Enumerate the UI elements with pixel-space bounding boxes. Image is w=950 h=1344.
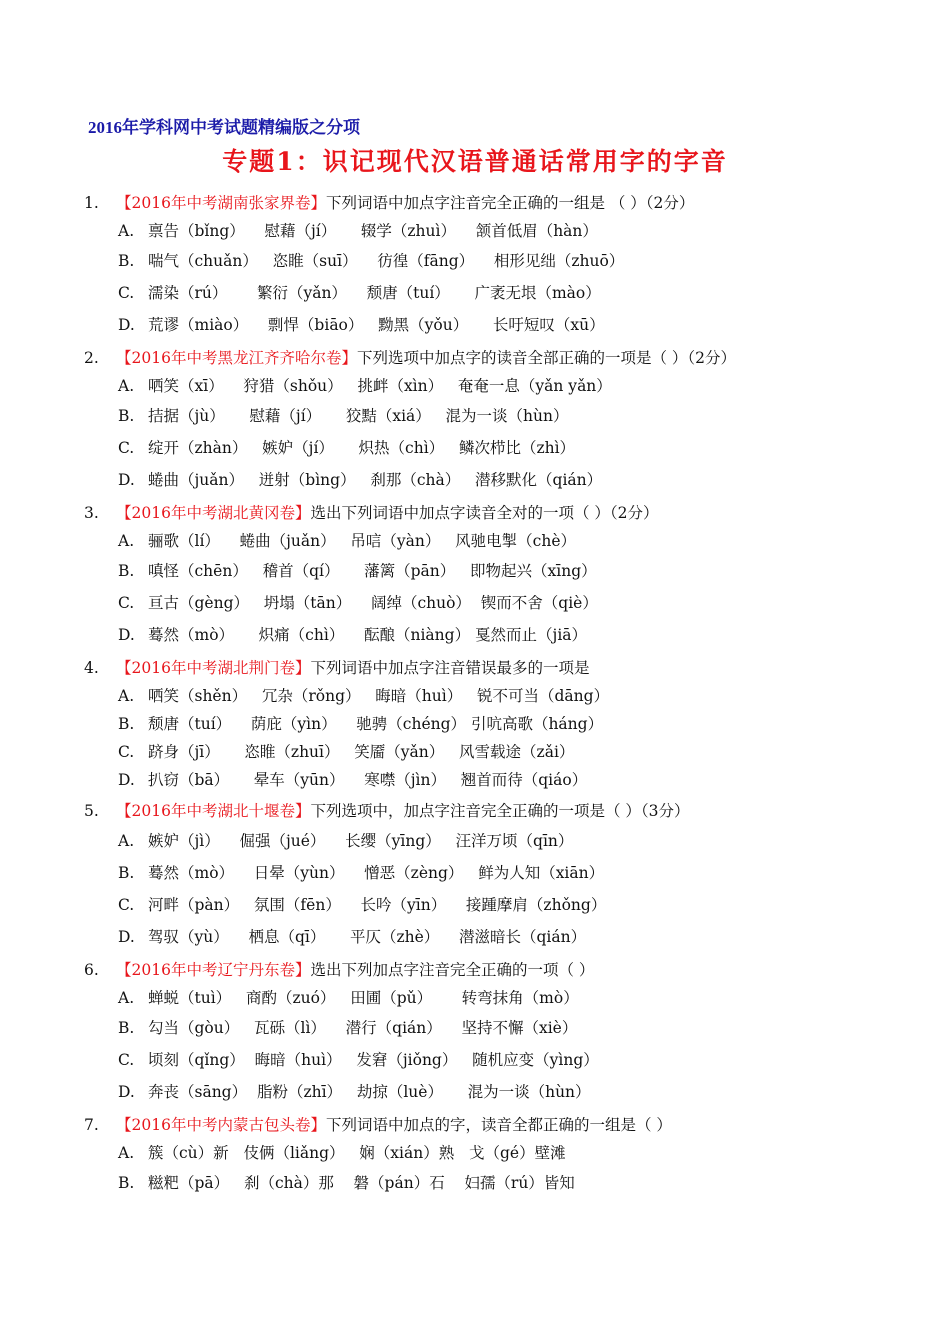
- question-source: 【2016年中考内蒙古包头卷】: [116, 1116, 326, 1134]
- question-source: 【2016年中考辽宁丹东卷】: [116, 961, 311, 979]
- question-source: 【2016年中考湖北十堰卷】: [116, 802, 311, 820]
- option-text: 糍粑（pā） 刹（chà）那 磐（pán）石 妇孺（rú）皆知: [148, 1174, 575, 1192]
- option-b: B. 嗔怪（chēn） 稽首（qí） 藩篱（pān） 即物起兴（xīng）: [118, 562, 597, 580]
- option-text: 跻身（jī） 恣睢（zhuī） 笑靥（yǎn） 风雪载途（zǎi）: [148, 743, 575, 761]
- question-number: 6.: [84, 961, 99, 979]
- option-a: A. 哂笑（xī） 狩猎（shǒu） 挑衅（xìn） 奄奄一息（yǎn yǎn）: [118, 377, 612, 395]
- option-b: B. 勾当（gòu） 瓦砾（lì） 潜行（qián） 坚持不懈（xiè）: [118, 1019, 578, 1037]
- question-list: [84, 189, 914, 1202]
- option-c: C. 亘古（gèng） 坍塌（tān） 阔绰（chuò） 锲而不舍（qiè）: [118, 594, 598, 612]
- option-text: 濡染（rú） 繁衍（yǎn） 颓唐（tuí） 广袤无垠（mào）: [148, 284, 601, 302]
- question-number: 2.: [84, 349, 99, 367]
- question-stem: [84, 956, 914, 984]
- question-3: [84, 499, 914, 651]
- question-text: 下列词语中加点字注音完全正确的一组是 （ ）（2分）: [325, 194, 695, 212]
- option-text: 颓唐（tuí） 荫庇（yìn） 驰骋（chéng） 引吭高歌（háng）: [148, 715, 604, 733]
- option-text: 顷刻（qǐng） 晦暗（huì） 发窘（jiǒng） 随机应变（yìng）: [148, 1051, 599, 1069]
- question-number: 7.: [84, 1116, 99, 1134]
- question-stem: [84, 654, 914, 682]
- question-7: [84, 1111, 914, 1199]
- option-text: 哂笑（shěn） 冗杂（rǒng） 晦暗（huì） 锐不可当（dāng）: [148, 687, 610, 705]
- question-stem: [84, 499, 914, 527]
- option-text: 河畔（pàn） 氛围（fēn） 长吟（yīn） 接踵摩肩（zhǒng）: [148, 896, 607, 914]
- option-b: B. 蓦然（mò） 日晕（yùn） 憎恶（zèng） 鲜为人知（xiān）: [118, 864, 605, 882]
- option-a: A. 嫉妒（jì） 倔强（jué） 长缨（yīng） 汪洋万顷（qīn）: [118, 832, 574, 850]
- option-b: B. 喘气（chuǎn） 恣睢（suī） 彷徨（fāng） 相形见绌（zhuō）: [118, 252, 625, 270]
- option-b: B. 糍粑（pā） 刹（chà）那 磐（pán）石 妇孺（rú）皆知: [118, 1174, 575, 1192]
- option-text: 奔丧（sāng） 脂粉（zhī） 劫掠（luè） 混为一谈（hùn）: [148, 1083, 591, 1101]
- option-a: A. 簇（cù）新 伎俩（liǎng） 娴（xián）熟 戈（gé）壁滩: [118, 1144, 566, 1162]
- question-stem: [84, 344, 914, 372]
- question-text: 下列词语中加点的字，读音全都正确的一组是（ ）: [325, 1116, 672, 1134]
- question-stem: [84, 1111, 914, 1139]
- question-number: 3.: [84, 504, 99, 522]
- option-d: D. 驾驭（yù） 栖息（qī） 平仄（zhè） 潜滋暗长（qián）: [118, 928, 587, 946]
- question-6: [84, 956, 914, 1108]
- option-text: 喘气（chuǎn） 恣睢（suī） 彷徨（fāng） 相形见绌（zhuō）: [148, 252, 625, 270]
- option-c: C. 跻身（jī） 恣睢（zhuī） 笑靥（yǎn） 风雪载途（zǎi）: [118, 743, 575, 761]
- option-c: C. 濡染（rú） 繁衍（yǎn） 颓唐（tuí） 广袤无垠（mào）: [118, 284, 601, 302]
- option-text: 绽开（zhàn） 嫉妒（jí） 炽热（chì） 鳞次栉比（zhì）: [148, 439, 576, 457]
- question-1: [84, 189, 914, 341]
- option-text: 骊歌（lí） 蜷曲（juǎn） 吊唁（yàn） 风驰电掣（chè）: [148, 532, 577, 550]
- option-text: 蝉蜕（tuì） 商酌（zuó） 田圃（pǔ） 转弯抹角（mò）: [148, 989, 579, 1007]
- option-text: 荒谬（miào） 剽悍（biāo） 黝黑（yǒu） 长吁短叹（xū）: [148, 316, 605, 334]
- question-source: 【2016年中考黑龙江齐齐哈尔卷】: [116, 349, 357, 367]
- option-text: 嗔怪（chēn） 稽首（qí） 藩篱（pān） 即物起兴（xīng）: [148, 562, 597, 580]
- question-number: 4.: [84, 659, 99, 677]
- question-source: 【2016年中考湖南张家界卷】: [116, 194, 326, 212]
- option-b: B. 拮据（jù） 慰藉（jí） 狡黠（xiá） 混为一谈（hùn）: [118, 407, 569, 425]
- option-a: A. 禀告（bǐng） 慰藉（jí） 辍学（zhuì） 颔首低眉（hàn）: [118, 222, 598, 240]
- option-a: A. 骊歌（lí） 蜷曲（juǎn） 吊唁（yàn） 风驰电掣（chè）: [118, 532, 577, 550]
- option-c: C. 河畔（pàn） 氛围（fēn） 长吟（yīn） 接踵摩肩（zhǒng）: [118, 896, 607, 914]
- option-d: D. 扒窃（bā） 晕车（yūn） 寒噤（jìn） 翘首而待（qiáo）: [118, 771, 588, 789]
- question-text: 选出下列词语中加点字读音全对的一项（ ）（2分）: [310, 504, 659, 522]
- option-text: 蓦然（mò） 炽痛（chì） 酝酿（niàng） 戛然而止（jiā）: [148, 626, 588, 644]
- question-number: 1.: [84, 194, 99, 212]
- option-text: 蜷曲（juǎn） 迸射（bìng） 刹那（chà） 潜移默化（qián）: [148, 471, 603, 489]
- option-c: C. 顷刻（qǐng） 晦暗（huì） 发窘（jiǒng） 随机应变（yìng）: [118, 1051, 599, 1069]
- option-text: 哂笑（xī） 狩猎（shǒu） 挑衅（xìn） 奄奄一息（yǎn yǎn）: [148, 377, 612, 395]
- question-4: [84, 654, 914, 794]
- option-c: C. 绽开（zhàn） 嫉妒（jí） 炽热（chì） 鳞次栉比（zhì）: [118, 439, 576, 457]
- question-text: 选出下列加点字注音完全正确的一项（ ）: [310, 961, 595, 979]
- option-text: 扒窃（bā） 晕车（yūn） 寒噤（jìn） 翘首而待（qiáo）: [148, 771, 588, 789]
- question-source: 【2016年中考湖北黄冈卷】: [116, 504, 311, 522]
- option-text: 亘古（gèng） 坍塌（tān） 阔绰（chuò） 锲而不舍（qiè）: [148, 594, 598, 612]
- option-text: 驾驭（yù） 栖息（qī） 平仄（zhè） 潜滋暗长（qián）: [148, 928, 587, 946]
- question-2: [84, 344, 914, 496]
- option-d: D. 蜷曲（juǎn） 迸射（bìng） 刹那（chà） 潜移默化（qián）: [118, 471, 603, 489]
- option-text: 蓦然（mò） 日晕（yùn） 憎恶（zèng） 鲜为人知（xiān）: [148, 864, 605, 882]
- option-text: 簇（cù）新 伎俩（liǎng） 娴（xián）熟 戈（gé）壁滩: [148, 1144, 566, 1162]
- question-text: 下列选项中加点字的读音全部正确的一项是（ ）（2分）: [356, 349, 736, 367]
- page-title: 专题1：识记现代汉语普通话常用字的字音: [222, 147, 728, 176]
- option-a: A. 蝉蜕（tuì） 商酌（zuó） 田圃（pǔ） 转弯抹角（mò）: [118, 989, 579, 1007]
- option-d: D. 荒谬（miào） 剽悍（biāo） 黝黑（yǒu） 长吁短叹（xū）: [118, 316, 605, 334]
- series-heading: 2016年学科网中考试题精编版之分项: [88, 118, 360, 137]
- question-text: 下列词语中加点字注音错误最多的一项是: [310, 659, 590, 677]
- option-text: 拮据（jù） 慰藉（jí） 狡黠（xiá） 混为一谈（hùn）: [148, 407, 569, 425]
- option-text: 勾当（gòu） 瓦砾（lì） 潜行（qián） 坚持不懈（xiè）: [148, 1019, 578, 1037]
- option-text: 嫉妒（jì） 倔强（jué） 长缨（yīng） 汪洋万顷（qīn）: [148, 832, 574, 850]
- question-text: 下列选项中，加点字注音完全正确的一项是（ ）（3分）: [310, 802, 690, 820]
- option-b: B. 颓唐（tuí） 荫庇（yìn） 驰骋（chéng） 引吭高歌（háng）: [118, 715, 604, 733]
- option-d: D. 蓦然（mò） 炽痛（chì） 酝酿（niàng） 戛然而止（jiā）: [118, 626, 588, 644]
- question-source: 【2016年中考湖北荆门卷】: [116, 659, 311, 677]
- option-d: D. 奔丧（sāng） 脂粉（zhī） 劫掠（luè） 混为一谈（hùn）: [118, 1083, 591, 1101]
- question-stem: [84, 797, 914, 825]
- option-text: 禀告（bǐng） 慰藉（jí） 辍学（zhuì） 颔首低眉（hàn）: [148, 222, 598, 240]
- question-5: [84, 797, 914, 953]
- question-stem: [84, 189, 914, 217]
- option-a: A. 哂笑（shěn） 冗杂（rǒng） 晦暗（huì） 锐不可当（dāng）: [118, 687, 610, 705]
- question-number: 5.: [84, 802, 99, 820]
